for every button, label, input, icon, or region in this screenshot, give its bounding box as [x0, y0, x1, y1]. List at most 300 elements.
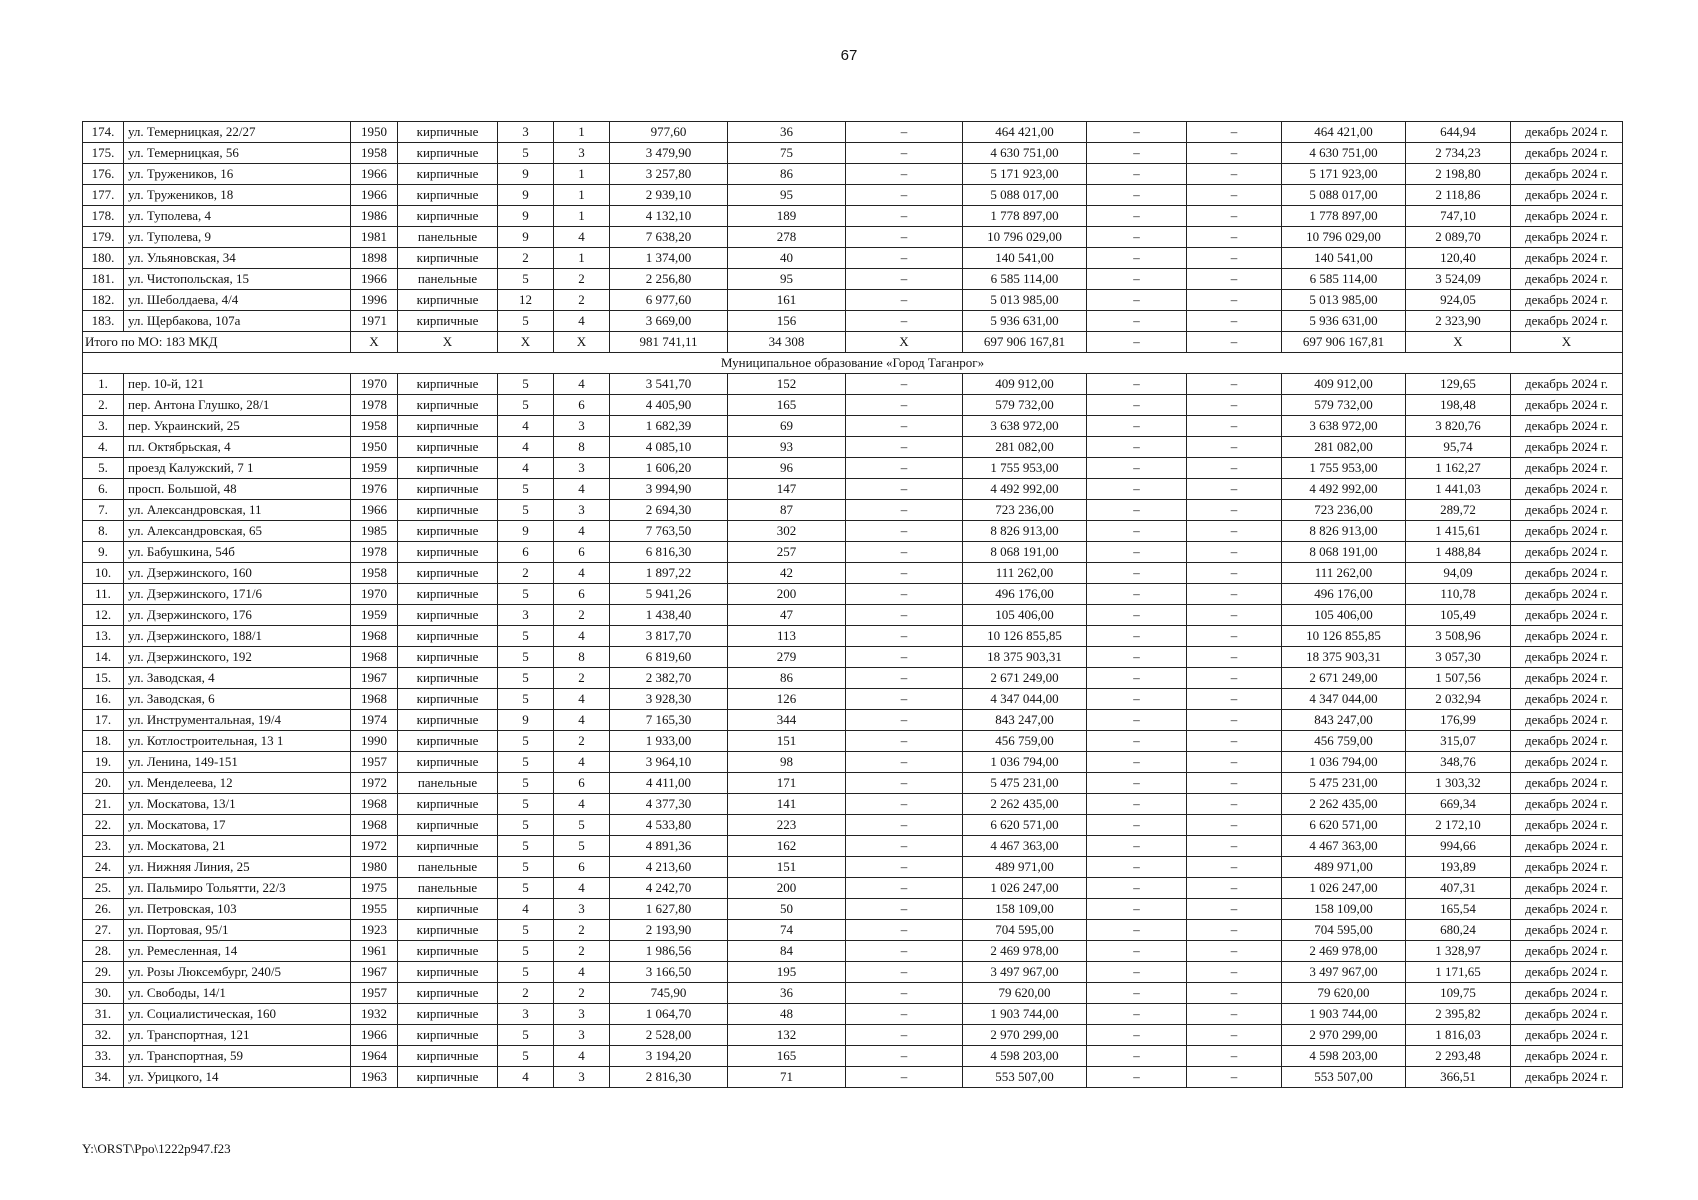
row-number: 20. [83, 773, 124, 794]
table-cell: 2 [554, 731, 610, 752]
table-cell: 1976 [351, 479, 398, 500]
table-cell: – [1087, 1025, 1187, 1046]
table-row [83, 227, 1623, 248]
table-cell: кирпичные [398, 626, 498, 647]
row-number: 33. [83, 1046, 124, 1067]
table-cell: – [1187, 122, 1282, 143]
table-cell: 1963 [351, 1067, 398, 1088]
table-cell: кирпичные [398, 983, 498, 1004]
table-cell: – [1087, 542, 1187, 563]
table-row [83, 1025, 1623, 1046]
table-row [83, 458, 1623, 479]
total-cell: 697 906 167,81 [1282, 332, 1406, 353]
table-cell: 10 126 855,85 [1282, 626, 1406, 647]
table-body-previous-municipality [83, 122, 1623, 332]
table-cell: – [1187, 248, 1282, 269]
row-number: 174. [83, 122, 124, 143]
table-cell: 553 507,00 [963, 1067, 1087, 1088]
table-cell: 5 936 631,00 [963, 311, 1087, 332]
table-cell: – [1187, 920, 1282, 941]
table-cell: – [1087, 290, 1187, 311]
table-cell: 1 755 953,00 [1282, 458, 1406, 479]
table-cell: 4 377,30 [610, 794, 728, 815]
table-cell: 9 [498, 185, 554, 206]
table-cell: 5 [498, 1046, 554, 1067]
table-cell: 50 [728, 899, 846, 920]
table-cell: 3 994,90 [610, 479, 728, 500]
table-cell: 4 492 992,00 [963, 479, 1087, 500]
table-cell: 193,89 [1406, 857, 1511, 878]
table-cell: 1981 [351, 227, 398, 248]
table-cell: 1950 [351, 437, 398, 458]
row-number: 16. [83, 689, 124, 710]
table-cell: 1 986,56 [610, 941, 728, 962]
table-cell: 5 [498, 962, 554, 983]
table-cell: 289,72 [1406, 500, 1511, 521]
table-row [83, 689, 1623, 710]
table-row [83, 920, 1623, 941]
table-cell: 1 026 247,00 [963, 878, 1087, 899]
table-cell: 171 [728, 773, 846, 794]
table-cell: 3 [554, 1067, 610, 1088]
address-cell: пер. Антона Глушко, 28/1 [124, 395, 351, 416]
table-cell: 6 585 114,00 [963, 269, 1087, 290]
table-cell: 1898 [351, 248, 398, 269]
table-cell: 4 347 044,00 [963, 689, 1087, 710]
table-cell: – [1087, 773, 1187, 794]
table-cell: – [1187, 395, 1282, 416]
table-cell: – [1087, 164, 1187, 185]
table-cell: – [846, 164, 963, 185]
table-cell: 464 421,00 [1282, 122, 1406, 143]
table-cell: 6 [554, 857, 610, 878]
table-cell: декабрь 2024 г. [1511, 584, 1623, 605]
table-cell: – [846, 206, 963, 227]
table-row [83, 416, 1623, 437]
row-number: 32. [83, 1025, 124, 1046]
table-row [83, 1067, 1623, 1088]
table-cell: 680,24 [1406, 920, 1511, 941]
table-cell: 6 620 571,00 [963, 815, 1087, 836]
table-row [83, 248, 1623, 269]
table-cell: 2 [498, 983, 554, 1004]
section-header-row [83, 353, 1623, 374]
total-cell: X [351, 332, 398, 353]
table-cell: 669,34 [1406, 794, 1511, 815]
row-number: 5. [83, 458, 124, 479]
table-cell: 2 198,80 [1406, 164, 1511, 185]
table-row [83, 668, 1623, 689]
table-cell: 407,31 [1406, 878, 1511, 899]
table-cell: 5 [498, 395, 554, 416]
table-cell: 71 [728, 1067, 846, 1088]
table-cell: 2 671 249,00 [963, 668, 1087, 689]
table-cell: 1958 [351, 143, 398, 164]
table-cell: 1970 [351, 584, 398, 605]
table-cell: 315,07 [1406, 731, 1511, 752]
table-cell: 2 [554, 920, 610, 941]
table-cell: 4 [498, 1067, 554, 1088]
table-cell: 7 638,20 [610, 227, 728, 248]
table-cell: 1978 [351, 542, 398, 563]
table-cell: – [1187, 773, 1282, 794]
address-cell: ул. Заводская, 6 [124, 689, 351, 710]
table-cell: 36 [728, 122, 846, 143]
table-cell: 1 026 247,00 [1282, 878, 1406, 899]
table-cell: – [1187, 731, 1282, 752]
table-cell: – [1187, 878, 1282, 899]
table-cell: – [1187, 794, 1282, 815]
table-cell: 5 [498, 269, 554, 290]
table-cell: – [846, 899, 963, 920]
table-cell: 2 323,90 [1406, 311, 1511, 332]
table-cell: 6 620 571,00 [1282, 815, 1406, 836]
table-cell: – [846, 668, 963, 689]
table-cell: – [846, 857, 963, 878]
total-section [83, 332, 1623, 374]
table-cell: 281 082,00 [1282, 437, 1406, 458]
table-cell: – [1187, 563, 1282, 584]
table-cell: – [846, 794, 963, 815]
address-cell: ул. Транспортная, 59 [124, 1046, 351, 1067]
table-cell: кирпичные [398, 941, 498, 962]
table-cell: 105,49 [1406, 605, 1511, 626]
table-cell: 344 [728, 710, 846, 731]
table-cell: 69 [728, 416, 846, 437]
table-row [83, 605, 1623, 626]
table-cell: декабрь 2024 г. [1511, 521, 1623, 542]
table-cell: кирпичные [398, 962, 498, 983]
table-cell: 8 826 913,00 [1282, 521, 1406, 542]
table-cell: 3 [554, 416, 610, 437]
table-cell: 7 165,30 [610, 710, 728, 731]
table-cell: 84 [728, 941, 846, 962]
table-cell: – [846, 143, 963, 164]
table-cell: 93 [728, 437, 846, 458]
table-row [83, 542, 1623, 563]
table-cell: – [1087, 752, 1187, 773]
table-cell: декабрь 2024 г. [1511, 1067, 1623, 1088]
table-cell: 4 [554, 626, 610, 647]
table-cell: 1966 [351, 1025, 398, 1046]
table-cell: кирпичные [398, 164, 498, 185]
table-cell: 8 [554, 437, 610, 458]
table-cell: 4 533,80 [610, 815, 728, 836]
table-cell: – [1187, 815, 1282, 836]
table-cell: – [1087, 479, 1187, 500]
table-cell: 924,05 [1406, 290, 1511, 311]
table-cell: 1957 [351, 983, 398, 1004]
table-cell: 2 469 978,00 [963, 941, 1087, 962]
table-cell: кирпичные [398, 1004, 498, 1025]
table-cell: декабрь 2024 г. [1511, 1004, 1623, 1025]
table-cell: 2 970 299,00 [963, 1025, 1087, 1046]
table-cell: декабрь 2024 г. [1511, 458, 1623, 479]
table-cell: декабрь 2024 г. [1511, 689, 1623, 710]
table-cell: декабрь 2024 г. [1511, 311, 1623, 332]
table-cell: 4 630 751,00 [1282, 143, 1406, 164]
row-number: 18. [83, 731, 124, 752]
address-cell: проезд Калужский, 7 1 [124, 458, 351, 479]
table-cell: – [1087, 1004, 1187, 1025]
table-cell: 48 [728, 1004, 846, 1025]
table-cell: 4 492 992,00 [1282, 479, 1406, 500]
table-cell: 1955 [351, 899, 398, 920]
table-cell: – [846, 773, 963, 794]
table-cell: 3 820,76 [1406, 416, 1511, 437]
table-row [83, 815, 1623, 836]
table-cell: 2 089,70 [1406, 227, 1511, 248]
table-cell: 1 [554, 164, 610, 185]
address-cell: просп. Большой, 48 [124, 479, 351, 500]
table-cell: 5 [498, 920, 554, 941]
table-cell: 4 [554, 794, 610, 815]
table-cell: 409 912,00 [1282, 374, 1406, 395]
address-cell: ул. Портовая, 95/1 [124, 920, 351, 941]
table-cell: кирпичные [398, 311, 498, 332]
table-cell: 4 [498, 458, 554, 479]
table-row [83, 710, 1623, 731]
table-cell: 4 [554, 311, 610, 332]
table-cell: – [846, 605, 963, 626]
address-cell: ул. Ленина, 149-151 [124, 752, 351, 773]
row-number: 7. [83, 500, 124, 521]
table-cell: декабрь 2024 г. [1511, 542, 1623, 563]
table-row [83, 185, 1623, 206]
table-cell: 111 262,00 [963, 563, 1087, 584]
table-cell: – [1087, 416, 1187, 437]
table-cell: 8 068 191,00 [963, 542, 1087, 563]
table-cell: 2 528,00 [610, 1025, 728, 1046]
table-cell: 348,76 [1406, 752, 1511, 773]
table-cell: 198,48 [1406, 395, 1511, 416]
table-cell: 5 [498, 1025, 554, 1046]
address-cell: ул. Чистопольская, 15 [124, 269, 351, 290]
table-cell: панельные [398, 878, 498, 899]
table-cell: 1 441,03 [1406, 479, 1511, 500]
table-cell: – [1187, 857, 1282, 878]
table-cell: 96 [728, 458, 846, 479]
table-cell: – [1187, 752, 1282, 773]
table-cell: кирпичные [398, 479, 498, 500]
table-cell: 110,78 [1406, 584, 1511, 605]
row-number: 27. [83, 920, 124, 941]
address-cell: ул. Петровская, 103 [124, 899, 351, 920]
table-row [83, 941, 1623, 962]
table-cell: 10 126 855,85 [963, 626, 1087, 647]
table-cell: – [1087, 605, 1187, 626]
row-number: 9. [83, 542, 124, 563]
table-cell: 579 732,00 [1282, 395, 1406, 416]
row-number: 8. [83, 521, 124, 542]
row-number: 180. [83, 248, 124, 269]
table-cell: 4 630 751,00 [963, 143, 1087, 164]
table-cell: кирпичные [398, 815, 498, 836]
table-cell: 3 541,70 [610, 374, 728, 395]
table-cell: – [1087, 1046, 1187, 1067]
table-cell: декабрь 2024 г. [1511, 668, 1623, 689]
table-cell: 5 [498, 647, 554, 668]
total-cell: X [846, 332, 963, 353]
row-number: 11. [83, 584, 124, 605]
table-cell: кирпичные [398, 899, 498, 920]
table-cell: 2 262 435,00 [963, 794, 1087, 815]
table-cell: 843 247,00 [963, 710, 1087, 731]
table-cell: 95,74 [1406, 437, 1511, 458]
table-cell: 162 [728, 836, 846, 857]
table-cell: кирпичные [398, 668, 498, 689]
table-cell: 4 [554, 563, 610, 584]
table-cell: – [846, 941, 963, 962]
page-number: 67 [840, 47, 858, 64]
table-cell: 1961 [351, 941, 398, 962]
address-cell: ул. Москатова, 21 [124, 836, 351, 857]
row-number: 181. [83, 269, 124, 290]
table-cell: 5 475 231,00 [1282, 773, 1406, 794]
table-cell: 1 [554, 122, 610, 143]
table-cell: 1 [554, 248, 610, 269]
table-body-taganrog [83, 374, 1623, 1088]
table-cell: 1 303,32 [1406, 773, 1511, 794]
table-cell: кирпичные [398, 1067, 498, 1088]
table-cell: – [846, 647, 963, 668]
table-cell: – [1087, 143, 1187, 164]
row-number: 25. [83, 878, 124, 899]
row-number: 31. [83, 1004, 124, 1025]
table-cell: 496 176,00 [963, 584, 1087, 605]
table-cell: 147 [728, 479, 846, 500]
table-cell: 1 627,80 [610, 899, 728, 920]
table-cell: 158 109,00 [963, 899, 1087, 920]
table-cell: 5 171 923,00 [1282, 164, 1406, 185]
total-cell: X [1406, 332, 1511, 353]
table-cell: 3 524,09 [1406, 269, 1511, 290]
table-cell: 3 257,80 [610, 164, 728, 185]
table-cell: 42 [728, 563, 846, 584]
table-cell: 747,10 [1406, 206, 1511, 227]
table-cell: декабрь 2024 г. [1511, 227, 1623, 248]
address-cell: ул. Урицкого, 14 [124, 1067, 351, 1088]
table-cell: 4 [554, 227, 610, 248]
table-cell: 1 755 953,00 [963, 458, 1087, 479]
address-cell: ул. Туполева, 9 [124, 227, 351, 248]
table-cell: 5 [498, 815, 554, 836]
table-cell: кирпичные [398, 143, 498, 164]
table-cell: 1 903 744,00 [1282, 1004, 1406, 1025]
row-number: 6. [83, 479, 124, 500]
table-cell: 9 [498, 206, 554, 227]
table-cell: 1968 [351, 647, 398, 668]
table-cell: 5 [554, 815, 610, 836]
table-cell: 1 415,61 [1406, 521, 1511, 542]
total-cell: X [398, 332, 498, 353]
table-cell: декабрь 2024 г. [1511, 248, 1623, 269]
row-number: 4. [83, 437, 124, 458]
table-cell: – [1187, 1004, 1282, 1025]
table-cell: 10 796 029,00 [1282, 227, 1406, 248]
table-row [83, 290, 1623, 311]
total-cell: X [498, 332, 554, 353]
table-cell: 12 [498, 290, 554, 311]
table-cell: 977,60 [610, 122, 728, 143]
table-cell: 3 508,96 [1406, 626, 1511, 647]
table-cell: 1 488,84 [1406, 542, 1511, 563]
table-cell: 1 507,56 [1406, 668, 1511, 689]
table-cell: 140 541,00 [1282, 248, 1406, 269]
table-cell: – [1087, 206, 1187, 227]
address-cell: ул. Темерницкая, 56 [124, 143, 351, 164]
address-cell: пл. Октябрьская, 4 [124, 437, 351, 458]
table-cell: 98 [728, 752, 846, 773]
table-cell: 3 [554, 143, 610, 164]
table-cell: 1986 [351, 206, 398, 227]
table-row [83, 857, 1623, 878]
row-number: 176. [83, 164, 124, 185]
table-cell: – [846, 1067, 963, 1088]
table-cell: 1980 [351, 857, 398, 878]
row-number: 26. [83, 899, 124, 920]
table-cell: 496 176,00 [1282, 584, 1406, 605]
table-cell: 2 [554, 269, 610, 290]
table-cell: 86 [728, 668, 846, 689]
table-cell: 5 [498, 836, 554, 857]
table-cell: – [1087, 395, 1187, 416]
table-cell: – [846, 437, 963, 458]
table-cell: 5 [498, 500, 554, 521]
table-cell: – [1187, 542, 1282, 563]
table-cell: 4 347 044,00 [1282, 689, 1406, 710]
table-cell: – [1087, 227, 1187, 248]
table-cell: панельные [398, 227, 498, 248]
row-number: 13. [83, 626, 124, 647]
table-cell: декабрь 2024 г. [1511, 374, 1623, 395]
address-cell: ул. Дзержинского, 171/6 [124, 584, 351, 605]
table-cell: 1 [554, 185, 610, 206]
row-number: 22. [83, 815, 124, 836]
table-cell: 5 941,26 [610, 584, 728, 605]
table-cell: – [846, 542, 963, 563]
table-cell: – [1087, 647, 1187, 668]
table-cell: декабрь 2024 г. [1511, 899, 1623, 920]
table-cell: декабрь 2024 г. [1511, 920, 1623, 941]
table-cell: 156 [728, 311, 846, 332]
table-cell: 3 [554, 899, 610, 920]
table-cell: 2 118,86 [1406, 185, 1511, 206]
table-cell: панельные [398, 269, 498, 290]
table-cell: – [1087, 458, 1187, 479]
table-cell: – [846, 689, 963, 710]
table-cell: 4 598 203,00 [1282, 1046, 1406, 1067]
address-cell: ул. Свободы, 14/1 [124, 983, 351, 1004]
table-cell: 1959 [351, 605, 398, 626]
table-cell: – [1087, 269, 1187, 290]
table-cell: 2 032,94 [1406, 689, 1511, 710]
table-cell: панельные [398, 773, 498, 794]
address-cell: ул. Дзержинского, 176 [124, 605, 351, 626]
table-cell: – [1187, 143, 1282, 164]
table-cell: декабрь 2024 г. [1511, 962, 1623, 983]
table-cell: декабрь 2024 г. [1511, 290, 1623, 311]
table-cell: 1 778 897,00 [1282, 206, 1406, 227]
table-cell: 109,75 [1406, 983, 1511, 1004]
address-cell: ул. Москатова, 13/1 [124, 794, 351, 815]
table-cell: 1967 [351, 962, 398, 983]
table-cell: 1974 [351, 710, 398, 731]
table-cell: кирпичные [398, 416, 498, 437]
table-cell: 140 541,00 [963, 248, 1087, 269]
table-cell: – [1187, 269, 1282, 290]
table-cell: – [1187, 1046, 1282, 1067]
